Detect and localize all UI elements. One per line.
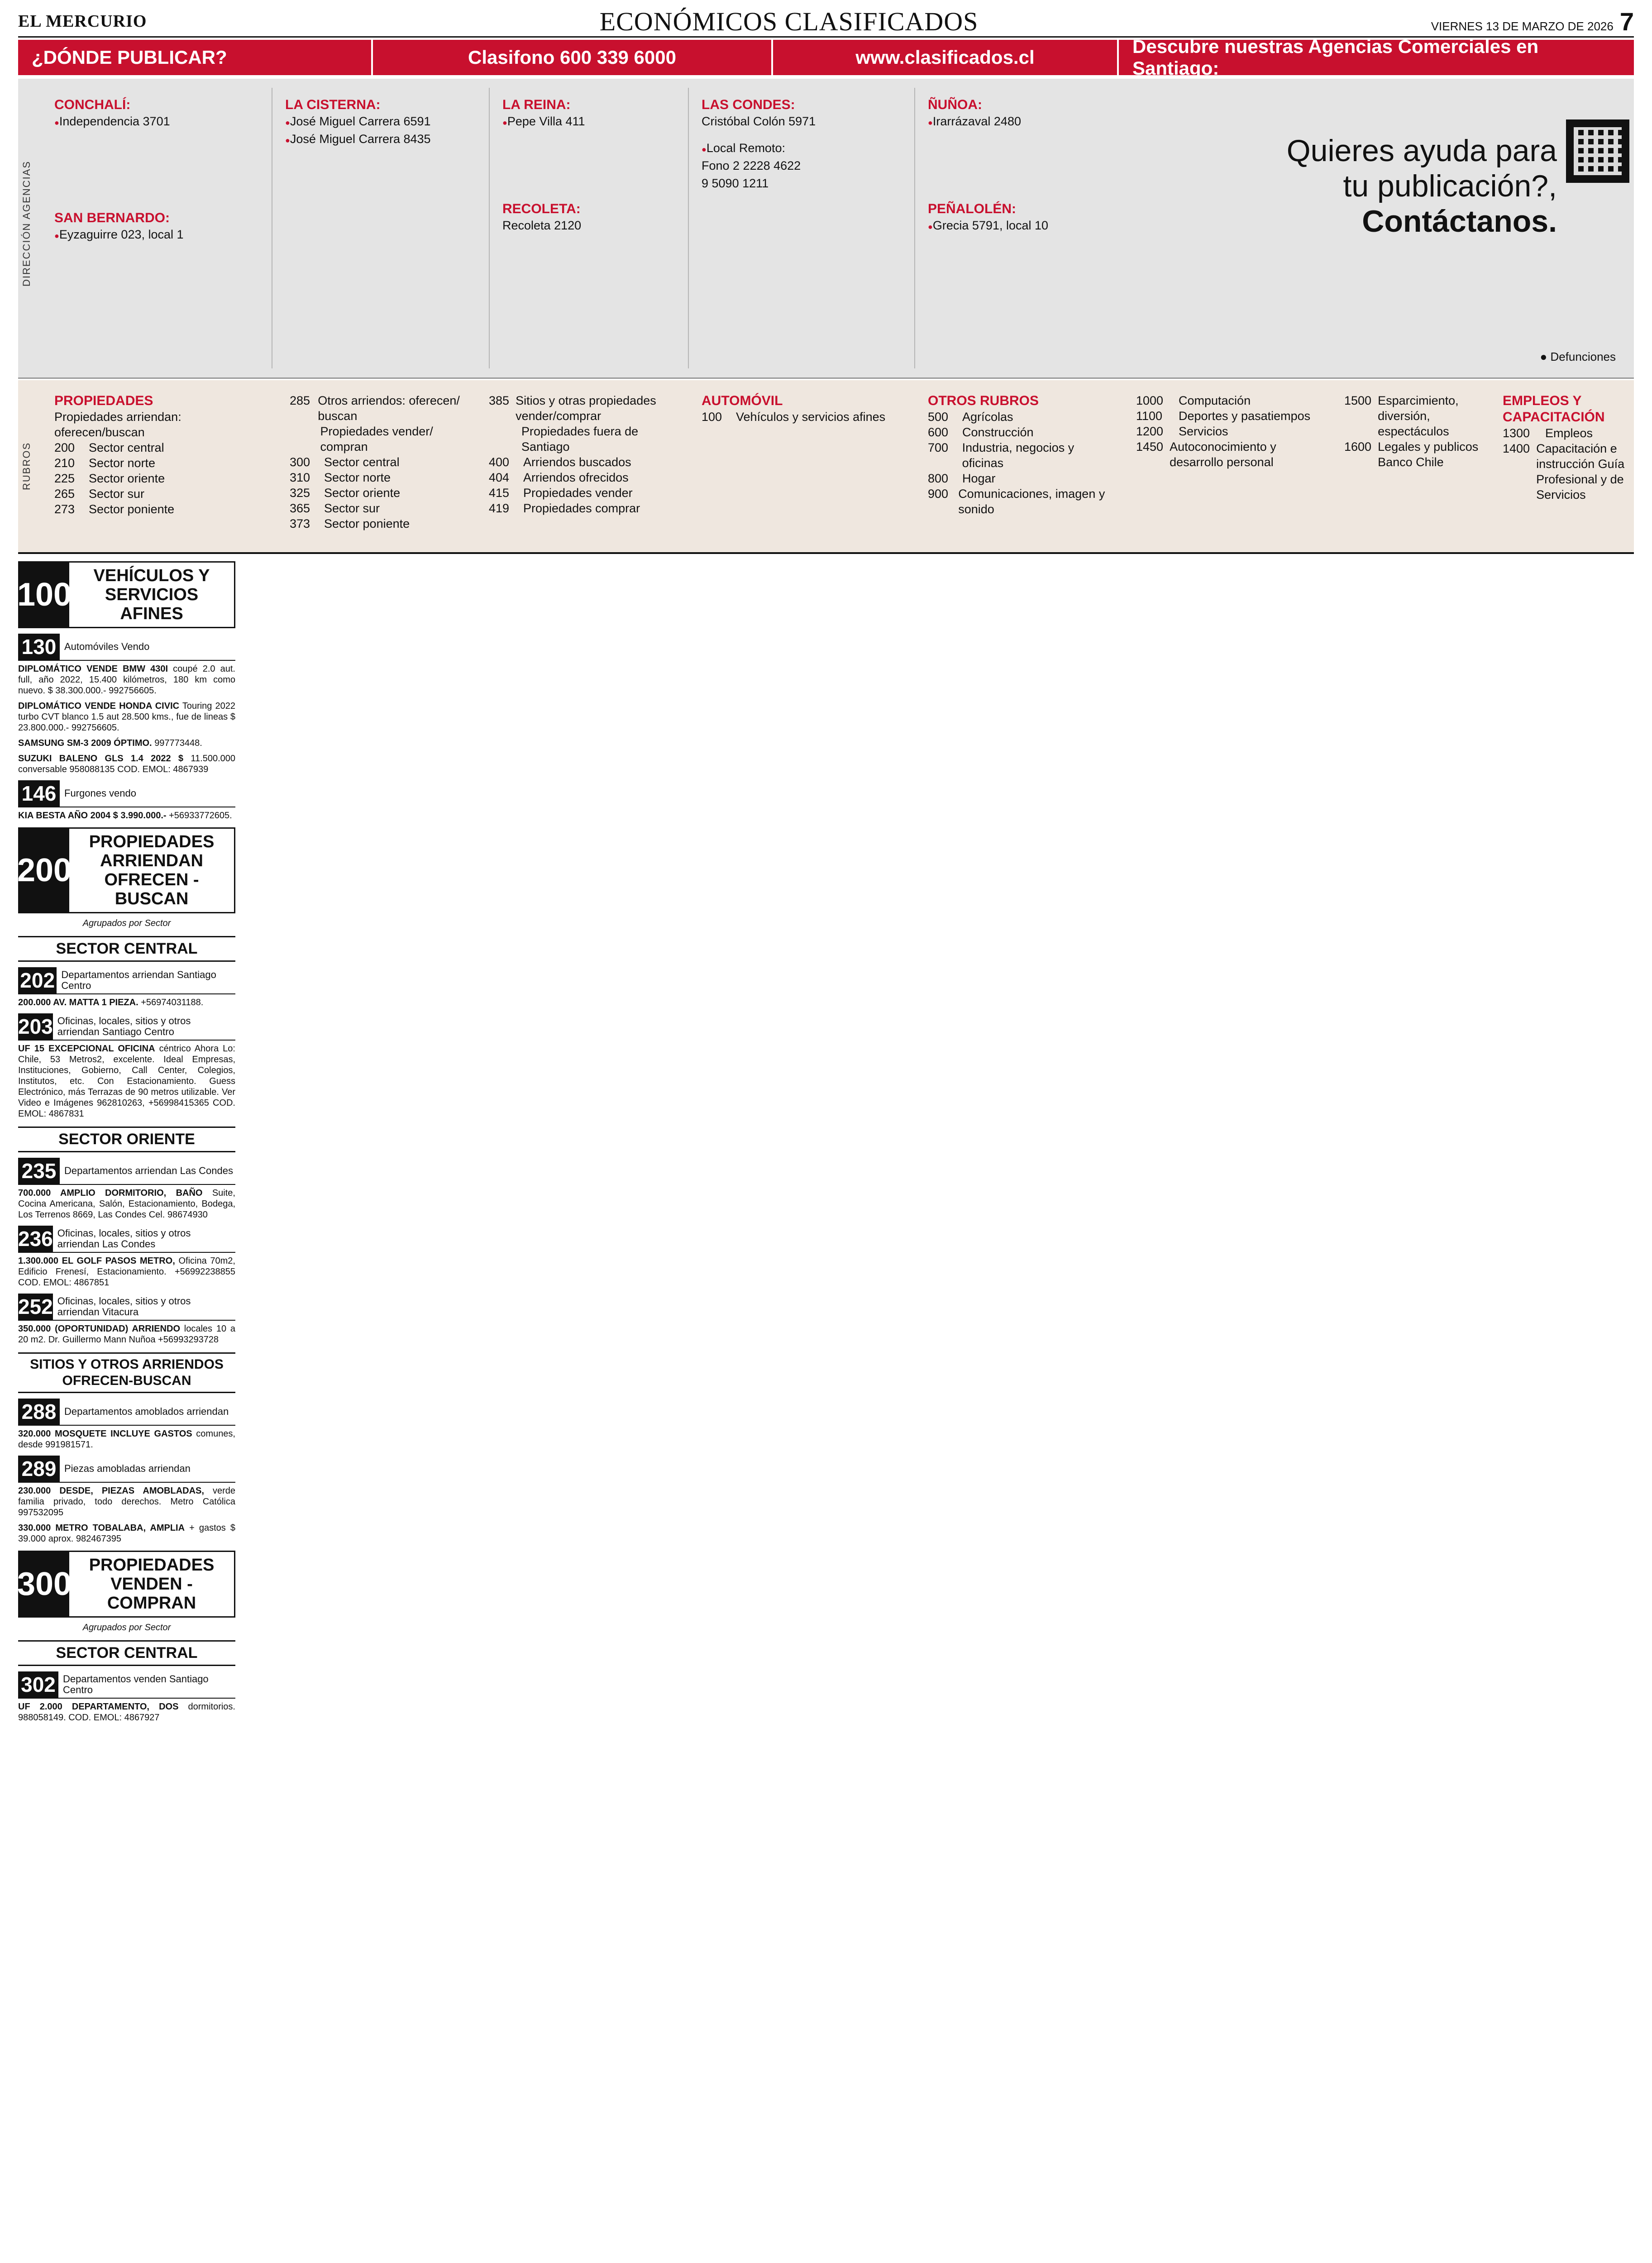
rubro-label: Computación bbox=[1179, 394, 1251, 407]
ad-text: 11.500.000 conversable 958088135 COD. EMOL: 4867939 bbox=[18, 754, 235, 774]
classified-ad[interactable] bbox=[18, 1323, 235, 1345]
category-number: 200 bbox=[19, 829, 69, 912]
agency-address: ● Irarrázaval 2480 bbox=[928, 113, 1021, 131]
subcategory-202 bbox=[18, 967, 235, 994]
rubro-label: Vehículos y servicios afines bbox=[736, 410, 886, 424]
qr-code-icon[interactable] bbox=[1566, 119, 1629, 183]
rubro-item[interactable] bbox=[1136, 393, 1326, 408]
agency-nunoa bbox=[928, 97, 1021, 131]
ad-text: +56974031188. bbox=[141, 998, 204, 1007]
ad-title: DIPLOMÁTICO VENDE HONDA CIVIC bbox=[18, 701, 180, 711]
rubro-code: 1000 bbox=[1136, 394, 1164, 407]
subcategory-236 bbox=[18, 1226, 235, 1253]
rubro-label: Propiedades fuera de Santiago bbox=[521, 425, 639, 454]
rubro-label: Sector sur bbox=[89, 487, 145, 501]
rubro-label: Esparcimiento, diversión, espectáculos bbox=[1378, 394, 1459, 438]
subcategory-number: 202 bbox=[18, 967, 57, 993]
ad-text: coupé 2.0 aut. full, año 2022, 15.400 kilómetros, 180 km como nuevo. $ 38.300.000.- 992756605. bbox=[18, 664, 235, 696]
help-promo bbox=[1276, 133, 1557, 239]
sector-heading: SECTOR ORIENTE bbox=[18, 1127, 235, 1152]
rubro-heading: EMPLEOS Y CAPACITACIÓN bbox=[1503, 393, 1605, 425]
category-number: 100 bbox=[19, 563, 69, 627]
page-number: 7 bbox=[1619, 7, 1634, 36]
rubro-code: 700 bbox=[928, 441, 949, 454]
rubro-code: 1100 bbox=[1136, 409, 1163, 423]
rubro-code: 1300 bbox=[1503, 426, 1530, 440]
issue-date: VIERNES 13 DE MARZO DE 2026 bbox=[1431, 19, 1614, 33]
rubro-label: Agrícolas bbox=[962, 410, 1013, 424]
ad-title: 700.000 AMPLIO DORMITORIO, BAÑO bbox=[18, 1188, 203, 1198]
rubros-col-servicios bbox=[1136, 393, 1326, 470]
subcategory-label: Oficinas, locales, sitios y otros arriendan Las Condes bbox=[57, 1227, 191, 1250]
rubro-code bbox=[489, 424, 515, 454]
classified-ad[interactable] bbox=[18, 753, 235, 775]
subcategory-252 bbox=[18, 1294, 235, 1321]
where-to-publish-label: ¿DÓNDE PUBLICAR? bbox=[18, 40, 373, 75]
rubro-code: 385 bbox=[489, 394, 510, 407]
subcategory-number: 203 bbox=[18, 1013, 53, 1040]
ad-title: 350.000 (OPORTUNIDAD) ARRIENDO bbox=[18, 1324, 180, 1334]
agency-name: LA REINA: bbox=[502, 97, 571, 112]
category-title: PROPIEDADES ARRIENDAN OFRECEN - BUSCAN bbox=[89, 832, 215, 908]
rubros-index bbox=[18, 380, 1634, 554]
agency-las-condes bbox=[702, 97, 816, 193]
ad-text: céntrico Ahora Lo: Chile, 53 Metros2, excelente. Ideal Empresas, Instituciones, Gobierno, Call Center, Colegios, Institutos, etc. Con Estacionamiento. Guess Electrónico, más Terrazas de 90 metros utilizable. Ver Video e Imágenes 962810263, +56998415365 COD. EMOL: 4867831 bbox=[18, 1044, 235, 1119]
rubro-item[interactable] bbox=[928, 409, 1118, 425]
rubro-label: Propiedades comprar bbox=[523, 501, 640, 515]
rubro-item[interactable] bbox=[290, 516, 462, 531]
rubro-label: Capacitación e instrucción Guía Profesional y de Servicios bbox=[1536, 442, 1625, 501]
rubro-code: 600 bbox=[928, 425, 949, 439]
agency-address: ● Independencia 3701 bbox=[54, 113, 170, 131]
rubro-label: Sector central bbox=[89, 441, 164, 454]
agency-name: LA CISTERNA: bbox=[285, 97, 381, 112]
issue-date-block bbox=[1431, 7, 1634, 36]
rubro-code: 300 bbox=[290, 455, 310, 469]
subcategory-130 bbox=[18, 634, 235, 661]
rubro-label: Sector central bbox=[324, 455, 400, 469]
subcategory-label: Automóviles Vendo bbox=[64, 641, 150, 652]
rubro-item[interactable] bbox=[1503, 425, 1629, 441]
rubro-item[interactable] bbox=[1136, 439, 1326, 470]
rubro-label: Sector norte bbox=[89, 456, 156, 470]
agency-address: ● Grecia 5791, local 10 bbox=[928, 217, 1048, 235]
agency-san-bernardo bbox=[54, 210, 184, 244]
classified-ad[interactable] bbox=[18, 1256, 235, 1288]
agency-name: ÑUÑOA: bbox=[928, 97, 982, 112]
rubro-item[interactable] bbox=[54, 501, 181, 517]
agency-divider bbox=[688, 88, 689, 368]
ad-title: SAMSUNG SM-3 2009 ÓPTIMO. bbox=[18, 738, 152, 748]
rubro-code: 500 bbox=[928, 410, 949, 424]
rubro-label: Sitios y otras propiedades vender/comprar bbox=[516, 394, 656, 423]
rubro-item[interactable] bbox=[1344, 393, 1494, 439]
category-title: VEHÍCULOS Y SERVICIOS AFINES bbox=[93, 566, 210, 623]
subcategory-203 bbox=[18, 1013, 235, 1041]
ad-title: DIPLOMÁTICO VENDE BMW 430I bbox=[18, 664, 168, 674]
rubros-col-sitios bbox=[489, 393, 679, 516]
agency-address: ● José Miguel Carrera 8435 bbox=[285, 131, 431, 148]
agency-recoleta bbox=[502, 201, 581, 235]
rubro-code: 800 bbox=[928, 472, 949, 485]
agencies-panel bbox=[18, 79, 1634, 379]
rubro-item[interactable] bbox=[489, 454, 679, 470]
category-title: PROPIEDADES VENDEN - COMPRAN bbox=[89, 1556, 215, 1613]
rubros-col-automovil bbox=[702, 393, 892, 425]
rubro-label: Legales y publicos Banco Chile bbox=[1378, 440, 1479, 469]
ad-text: Touring 2022 turbo CVT blanco 1.5 aut 28.500 kms., fue de lineas $ 23.800.000.- 992756605. bbox=[18, 701, 236, 733]
rubro-item[interactable] bbox=[489, 470, 679, 485]
rubro-item[interactable] bbox=[928, 486, 1118, 517]
rubro-code: 415 bbox=[489, 486, 510, 500]
rubro-code: 400 bbox=[489, 455, 510, 469]
rubros-col-otros-arriendos bbox=[290, 393, 462, 531]
rubro-item[interactable] bbox=[928, 471, 1118, 486]
agency-address: Cristóbal Colón 5971 bbox=[702, 115, 816, 128]
classified-ad[interactable] bbox=[18, 1043, 235, 1119]
rubro-label: Propiedades vender bbox=[523, 486, 633, 500]
rubro-item[interactable] bbox=[290, 454, 462, 470]
ad-title: 230.000 DESDE, PIEZAS AMOBLADAS, bbox=[18, 1486, 204, 1496]
category-300-header bbox=[18, 1551, 235, 1618]
rubro-code: 1500 bbox=[1344, 394, 1372, 407]
agencies-heading: Descubre nuestras Agencias Comerciales en Santiago: bbox=[1132, 36, 1539, 79]
subcategory-label: Oficinas, locales, sitios y otros arriendan Santiago Centro bbox=[57, 1015, 191, 1037]
rubro-code: 285 bbox=[290, 394, 310, 407]
classified-ad[interactable] bbox=[18, 1701, 235, 1723]
rubro-heading: AUTOMÓVIL bbox=[702, 393, 783, 408]
agency-address: Recoleta 2120 bbox=[502, 219, 582, 232]
agency-penalolen bbox=[928, 201, 1048, 235]
category-200-header bbox=[18, 827, 235, 913]
subcategory-label: Departamentos amoblados arriendan bbox=[64, 1406, 229, 1417]
subcategory-number: 302 bbox=[18, 1671, 58, 1698]
rubro-code: 1450 bbox=[1136, 440, 1164, 454]
defunciones-link[interactable] bbox=[1540, 350, 1616, 364]
rubro-item[interactable] bbox=[1503, 441, 1629, 502]
classified-ad[interactable] bbox=[18, 1523, 235, 1544]
rubro-item[interactable] bbox=[54, 471, 181, 486]
rubro-item[interactable] bbox=[489, 485, 679, 501]
rubros-col-otros-rubros bbox=[928, 393, 1118, 517]
ad-title: KIA BESTA AÑO 2004 $ 3.990.000.- bbox=[18, 811, 167, 821]
agency-la-reina bbox=[502, 97, 585, 131]
subcategory-288 bbox=[18, 1399, 235, 1426]
rubro-code: 419 bbox=[489, 501, 510, 515]
promo-line: Contáctanos. bbox=[1362, 204, 1557, 239]
section-title: ECONÓMICOS CLASIFICADOS bbox=[599, 6, 979, 36]
rubro-item[interactable] bbox=[1344, 439, 1494, 470]
rubro-item[interactable] bbox=[928, 425, 1118, 440]
rubro-item[interactable] bbox=[489, 393, 679, 424]
subcategory-146 bbox=[18, 780, 235, 807]
agency-name: CONCHALÍ: bbox=[54, 97, 131, 112]
subcategory-label: Piezas amobladas arriendan bbox=[64, 1463, 191, 1474]
classified-ad[interactable] bbox=[18, 1428, 235, 1450]
rubro-item bbox=[489, 424, 679, 454]
clasifono-phone[interactable]: Clasifono 600 339 6000 bbox=[373, 40, 773, 75]
ad-title: SUZUKI BALENO GLS 1.4 2022 $ bbox=[18, 754, 184, 764]
rubro-code bbox=[290, 424, 314, 454]
rubro-item[interactable] bbox=[928, 440, 1118, 471]
ad-text: +56933772605. bbox=[169, 811, 232, 821]
rubro-label: Sector oriente bbox=[89, 472, 165, 485]
category-285-header: SITIOS Y OTROS ARRIENDOS OFRECEN-BUSCAN bbox=[18, 1352, 235, 1393]
subcategory-235 bbox=[18, 1158, 235, 1185]
classifieds-website-link[interactable]: www.clasificados.cl bbox=[773, 40, 1119, 75]
rubro-label: Otros arriendos: oferecen/ buscan bbox=[318, 394, 460, 423]
agency-address: ● José Miguel Carrera 6591 bbox=[285, 113, 431, 131]
ad-text: Oficina 70m2, Edificio Frenesí, Estacionamiento. +56992238855 COD. EMOL: 4867851 bbox=[18, 1256, 235, 1288]
rubros-col-empleos bbox=[1503, 393, 1629, 502]
promo-line: tu publicación?, bbox=[1343, 169, 1557, 203]
rubro-code: 1200 bbox=[1136, 425, 1164, 438]
rubro-item[interactable] bbox=[1136, 424, 1326, 439]
rubro-label: Sector sur bbox=[324, 501, 380, 515]
subcategory-label: Departamentos arriendan Las Condes bbox=[64, 1165, 234, 1176]
agency-name: LAS CONDES: bbox=[702, 97, 795, 112]
rubro-label: Propiedades vender/ compran bbox=[320, 425, 433, 454]
rubro-label: Hogar bbox=[962, 472, 996, 485]
sector-heading: SECTOR CENTRAL bbox=[18, 1640, 235, 1666]
classified-ad[interactable] bbox=[18, 810, 235, 821]
rubro-item bbox=[290, 424, 462, 454]
agency-phone: 9 5090 1211 bbox=[702, 177, 769, 190]
agency-la-cisterna bbox=[285, 97, 431, 148]
subcategory-number: 289 bbox=[18, 1456, 60, 1482]
rubro-item[interactable] bbox=[489, 501, 679, 516]
subcategory-number: 288 bbox=[18, 1399, 60, 1425]
ad-text: dormitorios. 988058149. COD. EMOL: 4867927 bbox=[18, 1702, 235, 1723]
category-number: 300 bbox=[19, 1552, 69, 1616]
rubro-label: Deportes y pasatiempos bbox=[1179, 409, 1311, 423]
sector-heading: SECTOR CENTRAL bbox=[18, 936, 235, 962]
subcategory-label: Departamentos venden Santiago Centro bbox=[63, 1673, 209, 1695]
classified-ad[interactable] bbox=[18, 738, 235, 749]
category-100-header bbox=[18, 561, 235, 628]
rubro-label: Arriendos ofrecidos bbox=[523, 471, 629, 484]
subcategory-label: Furgones vendo bbox=[64, 788, 136, 799]
agency-name: SAN BERNARDO: bbox=[54, 210, 170, 225]
rubros-col-propiedades bbox=[54, 393, 181, 517]
agency-remote-label: ● Local Remoto: bbox=[702, 140, 816, 158]
subcategory-number: 235 bbox=[18, 1158, 60, 1184]
rubro-heading: OTROS RUBROS bbox=[928, 393, 1039, 408]
rubro-heading: PROPIEDADES bbox=[54, 393, 153, 408]
subcategory-number: 130 bbox=[18, 634, 60, 660]
ad-title: 200.000 AV. MATTA 1 PIEZA. bbox=[18, 998, 138, 1007]
rubro-code: 900 bbox=[928, 487, 949, 501]
subcategory-number: 146 bbox=[18, 780, 60, 807]
defunciones-label: Defunciones bbox=[1550, 350, 1616, 363]
classified-ad[interactable] bbox=[18, 701, 235, 733]
rubro-code: 210 bbox=[54, 456, 75, 470]
newspaper-brand: EL MERCURIO bbox=[18, 12, 147, 31]
rubro-label: Comunicaciones, imagen y sonido bbox=[958, 487, 1105, 516]
ad-title: UF 2.000 DEPARTAMENTO, DOS bbox=[18, 1702, 179, 1712]
rubro-label: Sector poniente bbox=[89, 502, 175, 516]
rubro-subheading: oferecen/buscan bbox=[54, 425, 145, 439]
rubro-item[interactable] bbox=[290, 501, 462, 516]
subcategory-number: 252 bbox=[18, 1294, 53, 1320]
agencies-side-label: DIRECCIÓN AGENCIAS bbox=[21, 160, 32, 287]
subcategory-label: Oficinas, locales, sitios y otros arriendan Vitacura bbox=[57, 1295, 191, 1318]
rubro-item[interactable] bbox=[54, 486, 181, 501]
rubro-code: 100 bbox=[702, 410, 722, 424]
subcategory-number: 236 bbox=[18, 1226, 53, 1252]
rubro-item[interactable] bbox=[702, 409, 892, 425]
agency-address: ● Pepe Villa 411 bbox=[502, 113, 585, 131]
ad-title: 1.300.000 EL GOLF PASOS METRO, bbox=[18, 1256, 175, 1266]
category-subtitle: Agrupados por Sector bbox=[82, 918, 171, 928]
listings-column-1 bbox=[18, 561, 235, 1728]
classified-ad[interactable] bbox=[18, 1188, 235, 1220]
agency-phone: Fono 2 2228 4622 bbox=[702, 159, 801, 172]
ad-text: + gastos $ 39.000 aprox. 982467395 bbox=[18, 1523, 235, 1544]
ad-text: Suite, Cocina Americana, Salón, Estacionamiento, Bodega, Los Terrenos 8669, Las Condes Cel. 98674930 bbox=[18, 1188, 235, 1220]
rubro-code: 1600 bbox=[1344, 440, 1372, 454]
bullet-icon: ● bbox=[1540, 350, 1551, 363]
rubro-label: Construcción bbox=[962, 425, 1034, 439]
rubro-label: Sector poniente bbox=[324, 517, 410, 530]
category-subtitle: Agrupados por Sector bbox=[82, 1623, 171, 1633]
subcategory-label: Departamentos arriendan Santiago Centro bbox=[61, 969, 216, 991]
rubro-label: Sector norte bbox=[324, 471, 391, 484]
rubro-code: 1400 bbox=[1503, 442, 1530, 455]
rubro-item[interactable] bbox=[54, 440, 181, 455]
promo-line: Quieres ayuda para bbox=[1286, 134, 1557, 168]
rubro-code: 200 bbox=[54, 441, 75, 454]
rubro-code: 373 bbox=[290, 517, 310, 530]
agency-name: RECOLETA: bbox=[502, 201, 581, 216]
rubro-code: 365 bbox=[290, 501, 310, 515]
rubro-code: 225 bbox=[54, 472, 75, 485]
agency-conchali bbox=[54, 97, 170, 131]
ad-text: 997773448. bbox=[154, 738, 202, 748]
rubro-label: Servicios bbox=[1179, 425, 1228, 438]
classified-ad[interactable] bbox=[18, 1485, 235, 1518]
rubro-label: Industria, negocios y oficinas bbox=[962, 441, 1074, 470]
rubro-subheading: Propiedades arriendan: bbox=[54, 410, 181, 424]
rubros-side-label: RUBROS bbox=[21, 442, 32, 491]
rubro-label: Sector oriente bbox=[324, 486, 401, 500]
rubro-item[interactable] bbox=[290, 485, 462, 501]
rubro-code: 310 bbox=[290, 471, 310, 484]
agency-address: ● Eyzaguirre 023, local 1 bbox=[54, 226, 184, 244]
ad-title: 320.000 MOSQUETE INCLUYE GASTOS bbox=[18, 1429, 192, 1439]
rubro-item[interactable] bbox=[290, 393, 462, 424]
subcategory-289 bbox=[18, 1456, 235, 1483]
publish-bar bbox=[18, 36, 1634, 79]
ad-title: 330.000 METRO TOBALABA, AMPLIA bbox=[18, 1523, 185, 1533]
rubro-code: 265 bbox=[54, 487, 75, 501]
ad-title: UF 15 EXCEPCIONAL OFICINA bbox=[18, 1044, 155, 1054]
ad-text: verde familia privado, todo derechos. Metro Católica 997532095 bbox=[18, 1486, 235, 1518]
rubro-item[interactable] bbox=[54, 455, 181, 471]
ad-text: comunes, desde 991981571. bbox=[18, 1429, 235, 1450]
rubro-item[interactable] bbox=[1136, 408, 1326, 424]
ad-text: locales 10 a 20 m2. Dr. Guillermo Mann Nuñoa +56993293728 bbox=[18, 1324, 235, 1345]
rubro-code: 325 bbox=[290, 486, 310, 500]
rubro-code: 404 bbox=[489, 471, 510, 484]
rubro-label: Empleos bbox=[1545, 426, 1593, 440]
agency-name: PEÑALOLÉN: bbox=[928, 201, 1016, 216]
agency-divider bbox=[489, 88, 490, 368]
rubro-label: Autoconocimiento y desarrollo personal bbox=[1170, 440, 1276, 469]
rubro-code: 273 bbox=[54, 502, 75, 516]
classified-ad[interactable] bbox=[18, 664, 235, 696]
classified-ad[interactable] bbox=[18, 997, 235, 1008]
rubros-col-esparcimiento bbox=[1344, 393, 1494, 470]
subcategory-302 bbox=[18, 1671, 235, 1699]
agency-divider bbox=[914, 88, 915, 368]
rubro-label: Arriendos buscados bbox=[523, 455, 631, 469]
masthead bbox=[18, 6, 1634, 38]
rubro-item[interactable] bbox=[290, 470, 462, 485]
